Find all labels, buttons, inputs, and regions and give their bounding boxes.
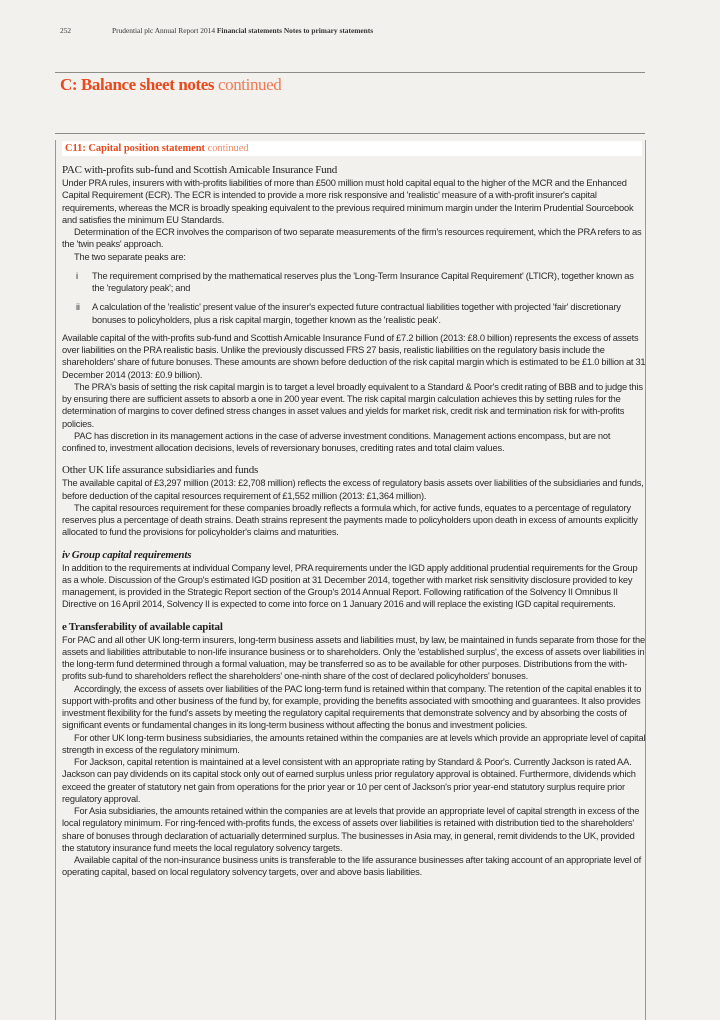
heading-pac: PAC with-profits sub-fund and Scottish Amicable Insurance Fund: [62, 164, 338, 176]
paragraph: The available capital of £3,297 million (2013: £2,708 million) reflects the excess of regulatory basis assets over liabilities of the subsidiaries and funds, before deduction of the capital resources requirement of £1,552 million (2013: £1,364 million).: [62, 478, 644, 501]
section-subtitle: [62, 141, 642, 156]
paragraph: For Asia subsidiaries, the amounts retained within the companies are at levels that provide an appropriate level of capital strength in excess of the local regulatory minimum. For ring-fenced with-profits funds, the excess of assets over liabilities is retained with distribution tied to the shareholders' share of bonuses through declaration of actuarially determined surplus. The businesses in Asia may, in general, remit dividends to the UK, provided the statutory insurance fund meets the local regulatory solvency targets.: [62, 806, 640, 853]
paragraph: Under PRA rules, insurers with with-profits liabilities of more than £500 million must hold capital equal to the higher of the MCR and the Enhanced Capital Requirement (ECR). The ECR is intended to provide a more risk responsive and 'realistic' measure of a with-profit insurer's capital requirements, whereas the MCR is broadly speaking equivalent to the previous required minimum margin under the Interim Prudential Sourcebook and satisfies the minimum EU Standards.: [62, 178, 634, 225]
list-text: The requirement comprised by the mathematical reserves plus the 'Long-Term Insurance Capital Requirement' (LTICR), together known as the 'regulatory peak'; and: [92, 270, 634, 293]
divider: [55, 72, 645, 73]
page-number: 252: [60, 26, 72, 35]
paragraph: Determination of the ECR involves the comparison of two separate measurements of the firm's resources requirement, which the PRA refers to as the 'twin peaks' approach.: [62, 227, 642, 250]
paragraph: The two separate peaks are:: [74, 251, 186, 262]
paragraph: Accordingly, the excess of assets over liabilities of the PAC long-term fund is retained within that company. The retention of the capital enables it to support with-profits and other business of the fund by, for example, providing the benefits associated with smoothing and guarantees. It also provides investment flexibility for the fund's assets by meeting the regulatory capital requirements that demonstrate solvency and by absorbing the costs of significant events or fundamental changes in its long-term business without affecting the bonus and investment policies.: [62, 683, 642, 731]
paragraph: PAC has discretion in its management actions in the case of adverse investment conditions. Management actions encompass, but are not confined to, investment allocation decisions, levels of reversionary bonuses, crediting rates and total claim values.: [62, 430, 611, 453]
list-item: [62, 270, 646, 295]
subsection-name: Notes to primary statements: [283, 26, 374, 35]
page-title: [60, 75, 281, 95]
title-continued: continued: [214, 75, 282, 94]
running-header: [60, 26, 373, 35]
paragraph: For Jackson, capital retention is maintained at a level consistent with an appropriate rating by Standard & Poor's. Currently Jackson is rated AA. Jackson can pay dividends on its capital stock only out of earned surplus unless prior regulatory approval is obtained. Furthermore, dividends which exceed the greater of statutory net gain from operations for the prior year or 10 per cent of Jackson's prior year-end statutory surplus require prior regulatory approval.: [62, 757, 636, 804]
list-item: [62, 301, 646, 326]
divider: [55, 133, 645, 134]
subtitle-continued: continued: [204, 143, 249, 154]
paragraph: The PRA's basis of setting the risk capital margin is to target a level broadly equivalent to a Standard & Poor's credit rating of BBB and to judge this by ensuring there are sufficient assets to absorb a one in 200 year event. The risk capital margin calculation achieves this by setting rules for the determination of margins to cover defined stress changes in asset values and yields for market risk, credit risk and termination risk for with-profits policies.: [62, 381, 643, 429]
paragraph: The capital resources requirement for these companies broadly reflects a formula which, for active funds, equates to a percentage of regulatory reserves plus a percentage of death strains. Death strains represent the payments made to policyholders upon death in excess of amounts explicitly allocated to fund the provisions for policyholder's claims and maturities.: [62, 502, 638, 538]
heading-other-uk: Other UK life assurance subsidiaries and funds: [62, 464, 259, 477]
paragraph: For other UK long-term business subsidiaries, the amounts retained within the companies are at levels which provide an appropriate level of capital strength in excess of the regulatory minimum.: [62, 732, 646, 755]
paragraph: Available capital of the non-insurance business units is transferable to the life assurance businesses after taking account of an appropriate level of operating capital, based on local regulatory solvency targets, over and above basis liabilities.: [62, 855, 642, 878]
subtitle-main: C11: Capital position statement: [65, 143, 205, 154]
paragraph: For PAC and all other UK long-term insurers, long-term business assets and liabilities must, by law, be maintained in funds separate from those for the assets and liabilities attributable to non-life insurance business or to shareholders. Only the 'established surplus', the excess of assets over liabilities in the long-term fund determined through a formal valuation, may be transferred so as to be available for other purposes. Distributions from the with-profits sub-fund to shareholders reflect the shareholders' one-ninth share of the cost of declared policyholders' bonuses.: [62, 634, 645, 682]
publication-name: Prudential plc Annual Report 2014: [112, 26, 216, 35]
body-text: [62, 163, 646, 879]
list-number: i: [76, 270, 78, 281]
paragraph: In addition to the requirements at individual Company level, PRA requirements under the IGD apply additional prudential requirements for the Group as a whole. Discussion of the Group's estimated IGD position at 31 December 2014, together with market risk sensitivity disclosure provided to key management, is provided in the Strategic Report section of the Group's 2014 Annual Report. Following ratification of the Solvency II Omnibus II Directive on 16 April 2014, Solvency II is expected to come into force on 1 January 2016 and will replace the existing IGD capital requirements.: [62, 562, 638, 610]
list-text: A calculation of the 'realistic' present value of the insurer's expected future contractual liabilities together with projected 'fair' discretionary bonuses to policyholders, plus a risk capital margin, together known as the 'realistic peak'.: [92, 302, 621, 325]
section-name: Financial statements: [216, 26, 282, 35]
heading-transferability: e Transferability of available capital: [62, 620, 223, 633]
list-number: ii: [76, 302, 80, 313]
paragraph: Available capital of the with-profits sub-fund and Scottish Amicable Insurance Fund of £7.2 billion (2013: £8.0 billion) represents the excess of assets over liabilities on the PRA realistic basis. Unlike the previously discussed FRS 27 basis, realistic liabilities on the regulatory basis include the shareholders' share of future bonuses. These amounts are shown before deduction of the risk capital margin which is estimated to be £1.0 billion at 31 December 2014 (2013: £0.9 billion).: [62, 332, 646, 380]
title-main: C: Balance sheet notes: [60, 75, 215, 94]
heading-group: iv Group capital requirements: [62, 548, 192, 561]
